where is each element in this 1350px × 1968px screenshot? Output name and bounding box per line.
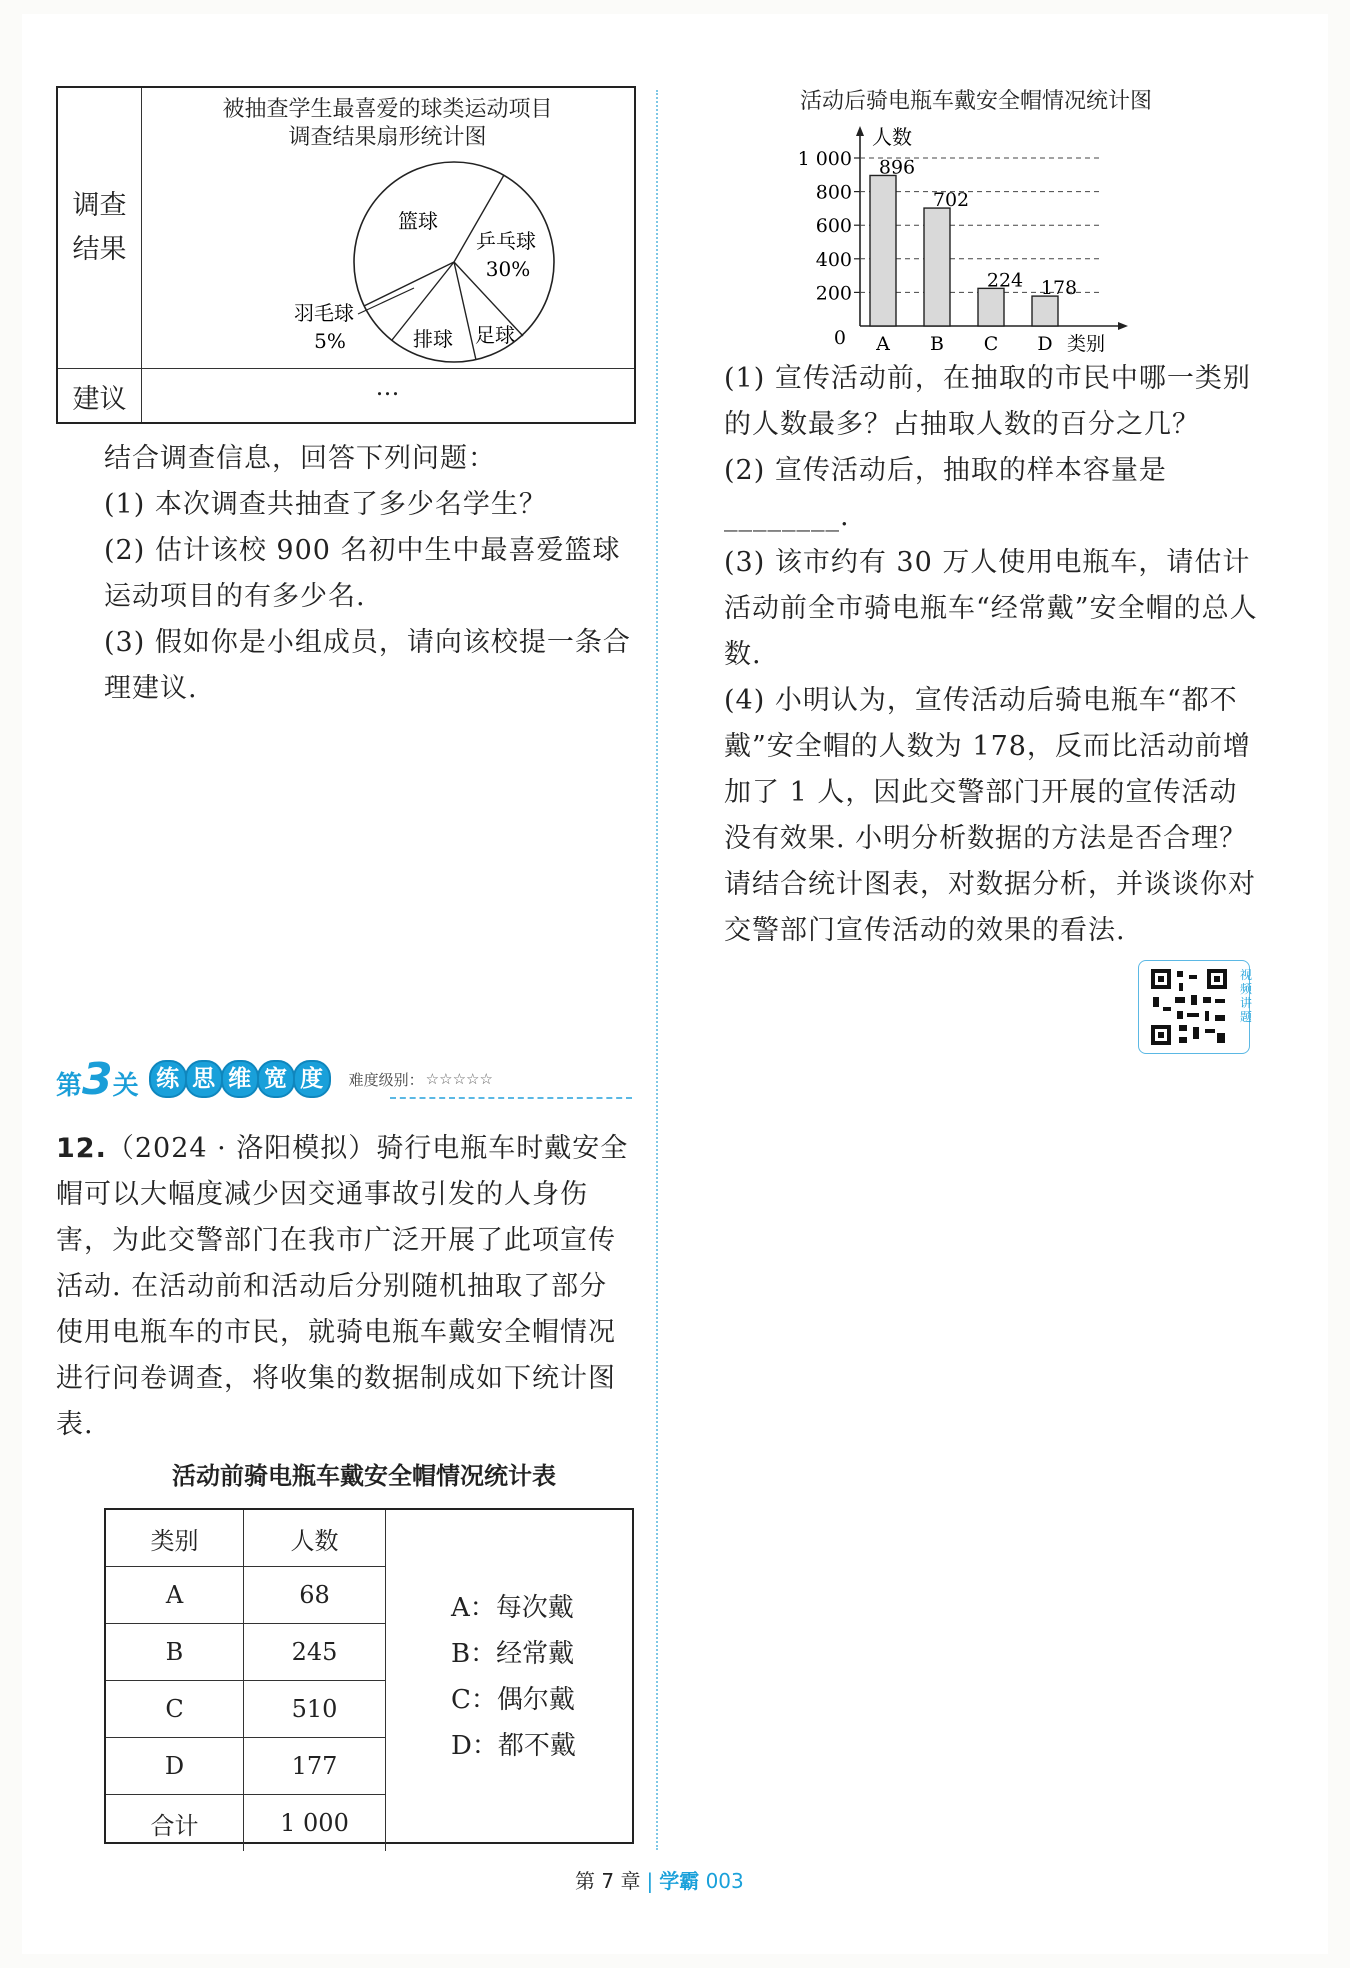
right-questions: [724, 356, 1264, 954]
pie-label-pingpong-pct: 30%: [485, 257, 531, 281]
right-question-2: (2) 宣传活动后，抽取的样本容量是 ________.: [724, 455, 1167, 532]
pie-label-pingpong: 乒乓球: [476, 229, 536, 253]
qr-label: 视频讲题: [1240, 968, 1253, 1024]
pie-label-basketball: 篮球: [398, 209, 438, 233]
problem-source: （2024 · 洛阳模拟）: [106, 1133, 377, 1164]
footer-page: 003: [705, 1869, 744, 1893]
y-tick-label: 1 000: [797, 148, 852, 170]
table-row: [106, 1795, 386, 1852]
right-question-4: (4) 小明认为，宣传活动后骑电瓶车“都不戴”安全帽的人数为 178，反而比活动前增加了 1 人，因此交警部门开展的宣传活动没有效果. 小明分析数据的方法是否合理？请结合统计图表，对数据分析，并谈谈你对交警部门宣传活动的效果的看法.: [724, 685, 1256, 946]
table-cell: 245: [244, 1624, 386, 1681]
table-legend: [451, 1585, 576, 1769]
left-question-intro: 结合调查信息，回答下列问题：: [104, 443, 496, 474]
y-axis-arrow: [856, 126, 864, 136]
left-questions: [104, 436, 634, 712]
column-divider: [656, 90, 658, 1850]
data-label-D: 178: [1040, 277, 1078, 300]
left-question-2: (2) 估计该校 900 名初中生中最喜爱篮球运动项目的有多少名.: [104, 535, 621, 612]
bar-B: [924, 208, 950, 326]
section-pill: 练: [149, 1060, 187, 1098]
table-cell: 68: [244, 1567, 386, 1624]
table-header: 人数: [244, 1510, 386, 1567]
table-cell: A: [106, 1567, 244, 1624]
table-cell: C: [106, 1681, 244, 1738]
legend-item: D：都不戴: [451, 1731, 576, 1761]
bar-A: [870, 175, 896, 326]
data-label-A: 896: [878, 156, 916, 179]
footer: 第 7 章 | 学霸 003: [575, 1869, 744, 1893]
pie-label-badminton: 羽毛球: [294, 301, 354, 325]
survey-table: [56, 86, 636, 424]
table-header-row: [106, 1510, 386, 1567]
table-cell: 510: [244, 1681, 386, 1738]
qr-code-icon: [1149, 967, 1229, 1047]
legend-item: B：经常戴: [451, 1639, 575, 1669]
survey-label-2: 结果: [72, 234, 127, 265]
pie-divider-badminton-basket: [364, 262, 454, 306]
table-row: [106, 1624, 386, 1681]
section-divider-line: [390, 1097, 632, 1099]
suggest-value: …: [375, 373, 400, 401]
pie-label-volleyball: 排球: [413, 327, 453, 351]
bar-chart: [780, 108, 1200, 368]
legend-item: A：每次戴: [451, 1593, 574, 1623]
pie-title-line2: 调查结果扇形统计图: [288, 125, 487, 150]
y-tick-label: 600: [815, 215, 852, 238]
pie-title-line1: 被抽查学生最喜爱的球类运动项目: [222, 97, 553, 122]
x-axis-label: 类别: [1066, 333, 1106, 355]
pie-chart: [58, 88, 638, 368]
bar-D: [1032, 296, 1058, 326]
y-tick-label: 0: [833, 327, 846, 349]
table-before: [104, 1508, 634, 1844]
badminton-leader: [358, 288, 414, 314]
table-cell: 1 000: [244, 1795, 386, 1852]
footer-brand: 学霸: [659, 1869, 700, 1893]
left-question-3: (3) 假如你是小组成员，请向该校提一条合理建议.: [104, 627, 631, 704]
problem-number: 12.: [56, 1133, 107, 1164]
section-level: 第3关: [56, 1053, 139, 1105]
right-question-3: (3) 该市约有 30 万人使用电瓶车，请估计活动前全市骑电瓶车“经常戴”安全帽的总人数.: [724, 547, 1258, 670]
table-row: [106, 1567, 386, 1624]
section-pill: 思: [185, 1060, 223, 1098]
section-pill: 宽: [257, 1060, 295, 1098]
y-tick-label: 200: [815, 282, 852, 305]
table-row: [106, 1738, 386, 1795]
difficulty-label: 难度级别：: [348, 1070, 424, 1089]
qr-code[interactable]: [1138, 960, 1250, 1054]
table-cell: 177: [244, 1738, 386, 1795]
table-title: 活动前骑电瓶车戴安全帽情况统计表: [172, 1462, 556, 1490]
difficulty-stars: ☆☆☆☆☆: [425, 1070, 493, 1088]
y-axis-label: 人数: [872, 125, 912, 149]
data-label-C: 224: [986, 269, 1024, 292]
chart-title: 活动后骑电瓶车戴安全帽情况统计图: [800, 89, 1153, 114]
bar-C: [978, 288, 1004, 326]
table-cell: 合计: [106, 1795, 244, 1852]
legend-item: C：偶尔戴: [451, 1685, 575, 1715]
data-label-B: 702: [932, 189, 970, 212]
x-tick-label: A: [876, 333, 890, 355]
right-question-1: (1) 宣传活动前，在抽取的市民中哪一类别的人数最多？占抽取人数的百分之几？: [724, 363, 1251, 440]
pie-label-badminton-pct: 5%: [314, 329, 346, 353]
section-pill: 维: [221, 1060, 259, 1098]
x-tick-label: D: [1037, 333, 1053, 355]
section-pill: 度: [293, 1060, 331, 1098]
pie-divider-football-volleyball: [454, 262, 476, 360]
y-tick-label: 800: [815, 181, 852, 204]
survey-label-1: 调查: [72, 190, 127, 221]
problem-text: 骑行电瓶车时戴安全帽可以大幅度减少因交通事故引发的人身伤害，为此交警部门在我市广泛开展了此项宣传活动. 在活动前和活动后分别随机抽取了部分使用电瓶车的市民，就骑电瓶车戴安全帽情况进行问卷调查，将收集的数据制成如下统计图表.: [56, 1133, 629, 1440]
pie-label-football: 足球: [475, 323, 515, 347]
y-tick-label: 400: [815, 248, 852, 271]
left-question-1: (1) 本次调查共抽查了多少名学生？: [104, 489, 547, 520]
section-pills: [151, 1060, 331, 1098]
table-cell: B: [106, 1624, 244, 1681]
table-header: 类别: [106, 1510, 244, 1567]
suggest-label: 建议: [72, 384, 127, 415]
table-cell: D: [106, 1738, 244, 1795]
x-tick-label: C: [983, 333, 999, 355]
x-tick-label: B: [930, 333, 944, 355]
x-axis-arrow: [1118, 322, 1128, 330]
footer-chapter: 第 7 章: [575, 1869, 641, 1893]
table-row: [106, 1681, 386, 1738]
problem-12: [56, 1126, 634, 1448]
